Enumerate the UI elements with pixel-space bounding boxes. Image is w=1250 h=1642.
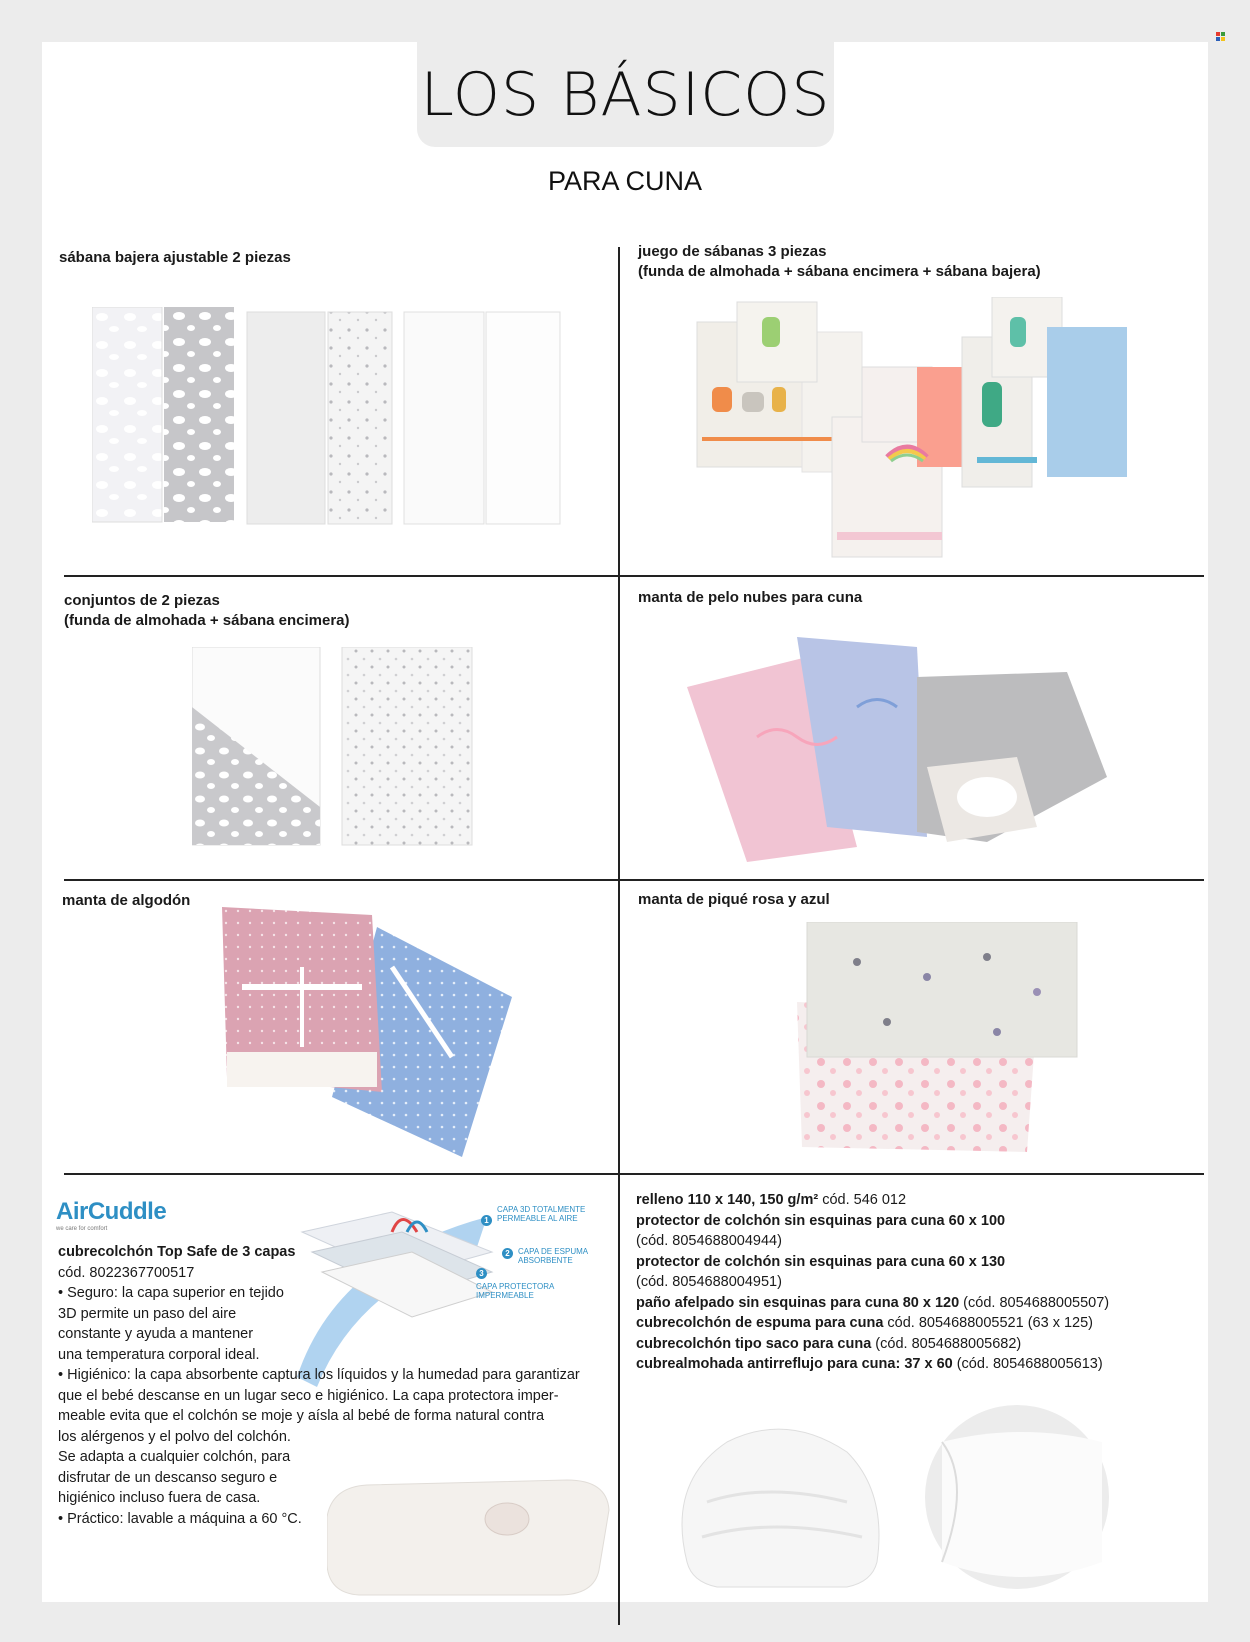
product-list-item-name: paño afelpado sin esquinas para cuna 80 x 120 xyxy=(636,1294,960,1311)
product-list-item xyxy=(636,1354,1196,1375)
product-list-item-name: relleno 110 x 140, 150 g/m² xyxy=(636,1192,819,1208)
aircuddle-line: • Higiénico: la capa absorbente captura los líquidos y la humedad para garantizar xyxy=(58,1367,580,1383)
aircuddle-line: los alérgenos y el polvo del colchón. xyxy=(58,1428,291,1445)
aircuddle-line: una temperatura corporal ideal. xyxy=(58,1346,260,1363)
layer-1-number: 1 xyxy=(481,1215,492,1226)
product-list-item xyxy=(636,1313,1196,1334)
corner-detail-photo xyxy=(922,1402,1112,1592)
aircuddle-title: cubrecolchón Top Safe de 3 capas xyxy=(58,1244,296,1260)
aircuddle-line: higiénico incluso fuera de casa. xyxy=(58,1490,261,1506)
product-list-item-name: cubrealmohada antirreflujo para cuna: 37 x 60 xyxy=(636,1356,953,1372)
product-list-item-name: cubrecolchón tipo saco para cuna xyxy=(636,1335,872,1352)
juego-sabanas-title-line1: juego de sábanas 3 piezas xyxy=(638,243,827,260)
aircuddle-line: disfrutar de un descanso seguro e xyxy=(58,1469,278,1486)
sabana-bajera-image xyxy=(92,307,562,532)
grid-divider-row-1 xyxy=(64,575,1204,577)
aircuddle-mattress-photo xyxy=(327,1477,612,1597)
product-list-item-code: (cód. 8054688004944) xyxy=(636,1233,782,1249)
conjuntos-image xyxy=(192,647,492,852)
layer-2-label-line1: CAPA DE ESPUMA xyxy=(518,1247,589,1256)
aircuddle-logo xyxy=(56,1198,206,1238)
layer-3-number: 3 xyxy=(476,1268,487,1279)
product-list-item-code: cód. 546 012 xyxy=(818,1192,907,1208)
product-list-item xyxy=(636,1252,1196,1273)
layer-3-label-line2: IMPERMEABLE xyxy=(476,1291,534,1300)
product-list-item xyxy=(636,1190,1196,1211)
layer-1-label-line1: CAPA 3D TOTALMENTE xyxy=(497,1205,586,1214)
product-title-conjuntos xyxy=(64,591,350,631)
product-list-item xyxy=(636,1211,1196,1232)
product-list-item-code: cód. 8054688005521 (63 x 125) xyxy=(883,1315,1094,1331)
conjuntos-title-line2: (funda de almohada + sábana encimera) xyxy=(64,612,350,629)
product-title-manta-algodon: manta de algodón xyxy=(62,892,191,909)
product-list-item xyxy=(636,1334,1196,1355)
product-list-item-code: (cód. 8054688005613) xyxy=(952,1356,1103,1372)
juego-sabanas-title-line2: (funda de almohada + sábana encimera + sábana bajera) xyxy=(638,263,1041,280)
product-list-item xyxy=(636,1231,1196,1252)
aircuddle-line: • Práctico: lavable a máquina a 60 °C. xyxy=(58,1510,302,1527)
product-list-item xyxy=(636,1272,1196,1293)
product-list-item-name: cubrecolchón de espuma para cuna xyxy=(636,1315,884,1331)
layer-2-label-line2: ABSORBENTE xyxy=(518,1256,573,1265)
grid-divider-row-2 xyxy=(64,879,1204,881)
manta-pelo-image xyxy=(687,627,1177,867)
manta-algodon-image xyxy=(222,907,552,1157)
aircuddle-line: • Seguro: la capa superior en tejido xyxy=(58,1285,284,1301)
product-list-item-code: (cód. 8054688005682) xyxy=(871,1335,1022,1352)
product-title-manta-pique: manta de piqué rosa y azul xyxy=(638,891,830,908)
aircuddle-code: cód. 8022367700517 xyxy=(58,1264,195,1281)
product-title-sabana-bajera: sábana bajera ajustable 2 piezas xyxy=(59,249,291,266)
product-list xyxy=(636,1190,1196,1375)
juego-sabanas-image xyxy=(692,297,1182,562)
aircuddle-line: Se adapta a cualquier colchón, para xyxy=(58,1449,291,1465)
aircuddle-line: 3D permite un paso del aire xyxy=(58,1305,237,1322)
product-title-manta-pelo: manta de pelo nubes para cuna xyxy=(638,589,863,606)
layer-3-label-line1: CAPA PROTECTORA xyxy=(476,1282,555,1291)
product-list-item-name: protector de colchón sin esquinas para cuna 60 x 100 xyxy=(636,1212,1006,1229)
page-title: LOS BÁSICOS xyxy=(420,59,831,130)
layer-1-label-line2: PERMEABLE AL AIRE xyxy=(497,1214,578,1223)
grid-divider-row-3 xyxy=(64,1173,1204,1175)
corner-color-mark xyxy=(1216,32,1226,42)
product-list-item-name: protector de colchón sin esquinas para cuna 60 x 130 xyxy=(636,1253,1006,1270)
aircuddle-line: constante y ayuda a mantener xyxy=(58,1326,254,1342)
grid-divider-vertical xyxy=(618,247,620,1625)
catalog-page xyxy=(42,42,1208,1602)
page-subtitle: PARA CUNA xyxy=(547,166,703,196)
manta-pique-image xyxy=(787,922,1087,1157)
aircuddle-line: que el bebé descanse en un lugar seco e higiénico. La capa protectora imper- xyxy=(58,1387,559,1404)
product-list-item xyxy=(636,1293,1196,1314)
aircuddle-line: meable evita que el colchón se moje y aísla al bebé de forma natural contra xyxy=(58,1408,545,1424)
layer-2-number: 2 xyxy=(502,1248,513,1259)
product-list-item-code: (cód. 8054688004951) xyxy=(636,1274,782,1290)
aircuddle-logo-tagline: we care for comfort xyxy=(56,1226,108,1232)
header-box xyxy=(417,42,834,147)
conjuntos-title-line1: conjuntos de 2 piezas xyxy=(64,592,220,609)
rolled-duvet-photo xyxy=(667,1412,907,1597)
layer-1-label xyxy=(497,1205,585,1223)
aircuddle-logo-text: AirCuddle xyxy=(56,1198,167,1225)
product-title-juego-sabanas xyxy=(638,242,1041,282)
product-list-item-code: (cód. 8054688005507) xyxy=(959,1294,1110,1311)
